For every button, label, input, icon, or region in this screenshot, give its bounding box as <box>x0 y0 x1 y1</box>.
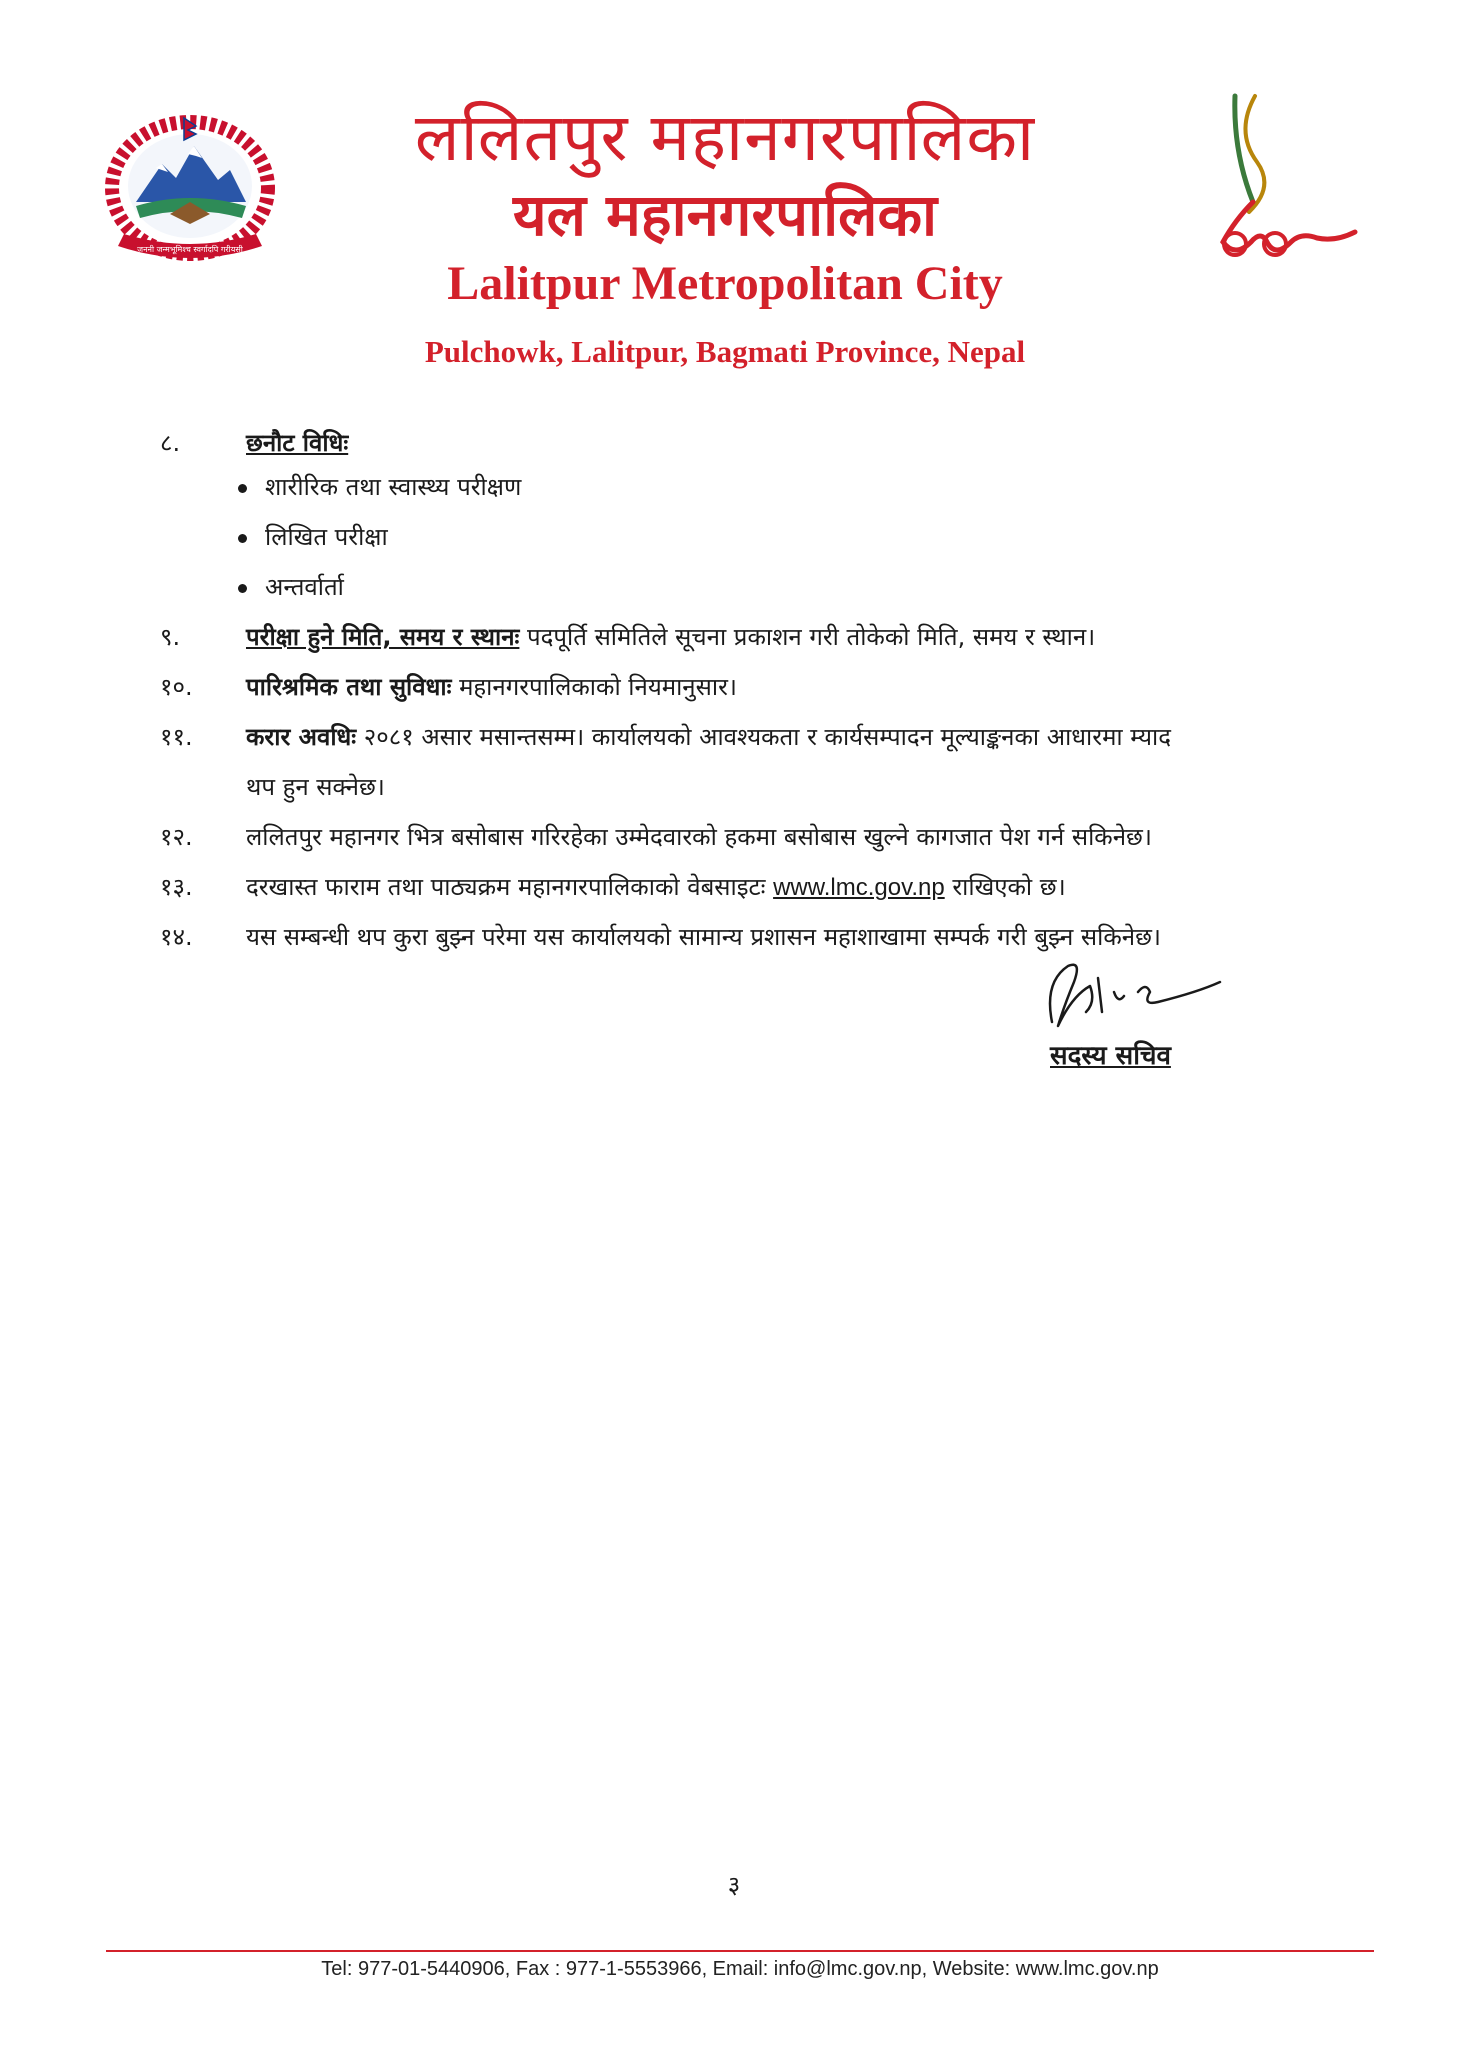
item-label: छनौट विधिः <box>246 429 349 457</box>
bullet-text: अन्तर्वार्ता <box>265 573 344 601</box>
bullet-text: शारीरिक तथा स्वास्थ्य परीक्षण <box>265 473 522 501</box>
title-english: Lalitpur Metropolitan City <box>447 257 1003 310</box>
bullet-icon <box>238 484 247 493</box>
signature-icon <box>1038 952 1228 1042</box>
item-number: १०. <box>160 673 193 701</box>
item-text: ललितपुर महानगर भित्र बसोबास गरिरहेका उम्मेदवारको हकमा बसोबास खुल्ने कागजात पेश गर्न सकिनेछ। <box>246 823 1152 851</box>
item-label: परीक्षा हुने मिति, समय र स्थानः <box>246 623 520 651</box>
footer-contact: Tel: 977-01-5440906, Fax : 977-1-5553966, Email: info@lmc.gov.np, Website: www.lmc.gov.np <box>321 1958 1159 1980</box>
bullet-item <box>238 470 521 504</box>
item-number: १४. <box>160 923 193 951</box>
emblem-motto: जननी जन्मभूमिश्च स्वर्गादपि गरीयसी <box>137 245 243 254</box>
address-line: Pulchowk, Lalitpur, Bagmati Province, Nepal <box>424 334 1026 369</box>
title-newari: यल महानगरपालिका <box>512 181 938 249</box>
item-text: दरखास्त फाराम तथा पाठ्यक्रम महानगरपालिकाको वेबसाइटः <box>246 873 774 901</box>
item-text: यस सम्बन्धी थप कुरा बुझ्न परेमा यस कार्यालयको सामान्य प्रशासन महाशाखामा सम्पर्क गरी बुझ्न सकिनेछ। <box>246 923 1162 951</box>
title-nepali: ललितपुर महानगरपालिका <box>414 99 1036 176</box>
item-text: महानगरपालिकाको नियमानुसार। <box>451 673 737 701</box>
item-text: २०८१ असार मसान्तसम्म। कार्यालयको आवश्यकता र कार्यसम्पादन मूल्याङ्कनका आधारमा म्याद <box>356 723 1171 751</box>
item-number: ८. <box>160 429 181 457</box>
signatory-designation: सदस्य सचिव <box>1050 1041 1171 1071</box>
bullet-item <box>238 520 388 554</box>
bullet-icon <box>238 534 247 543</box>
bullet-text: लिखित परीक्षा <box>265 523 388 551</box>
bullet-icon <box>238 584 247 593</box>
website-link[interactable]: www.lmc.gov.np <box>773 874 945 901</box>
page-number: ३ <box>727 1871 741 1899</box>
city-logo-icon <box>1205 92 1365 272</box>
item-text: पदपूर्ति समितिले सूचना प्रकाशन गरी तोकेको मिति, समय र स्थान। <box>519 623 1096 651</box>
item-number: ११. <box>160 723 193 751</box>
item-number: ९. <box>160 623 181 651</box>
item-number: १३. <box>160 873 193 901</box>
item-number: १२. <box>160 823 193 851</box>
bullet-item <box>238 570 344 604</box>
nepal-emblem-icon <box>96 106 284 268</box>
footer-divider <box>106 1950 1374 1952</box>
item-label: करार अवधिः <box>246 723 357 751</box>
item-text-continued: थप हुन सक्नेछ। <box>246 773 385 801</box>
item-text-after: राखिएको छ। <box>944 873 1066 901</box>
item-label: पारिश्रमिक तथा सुविधाः <box>246 673 452 701</box>
